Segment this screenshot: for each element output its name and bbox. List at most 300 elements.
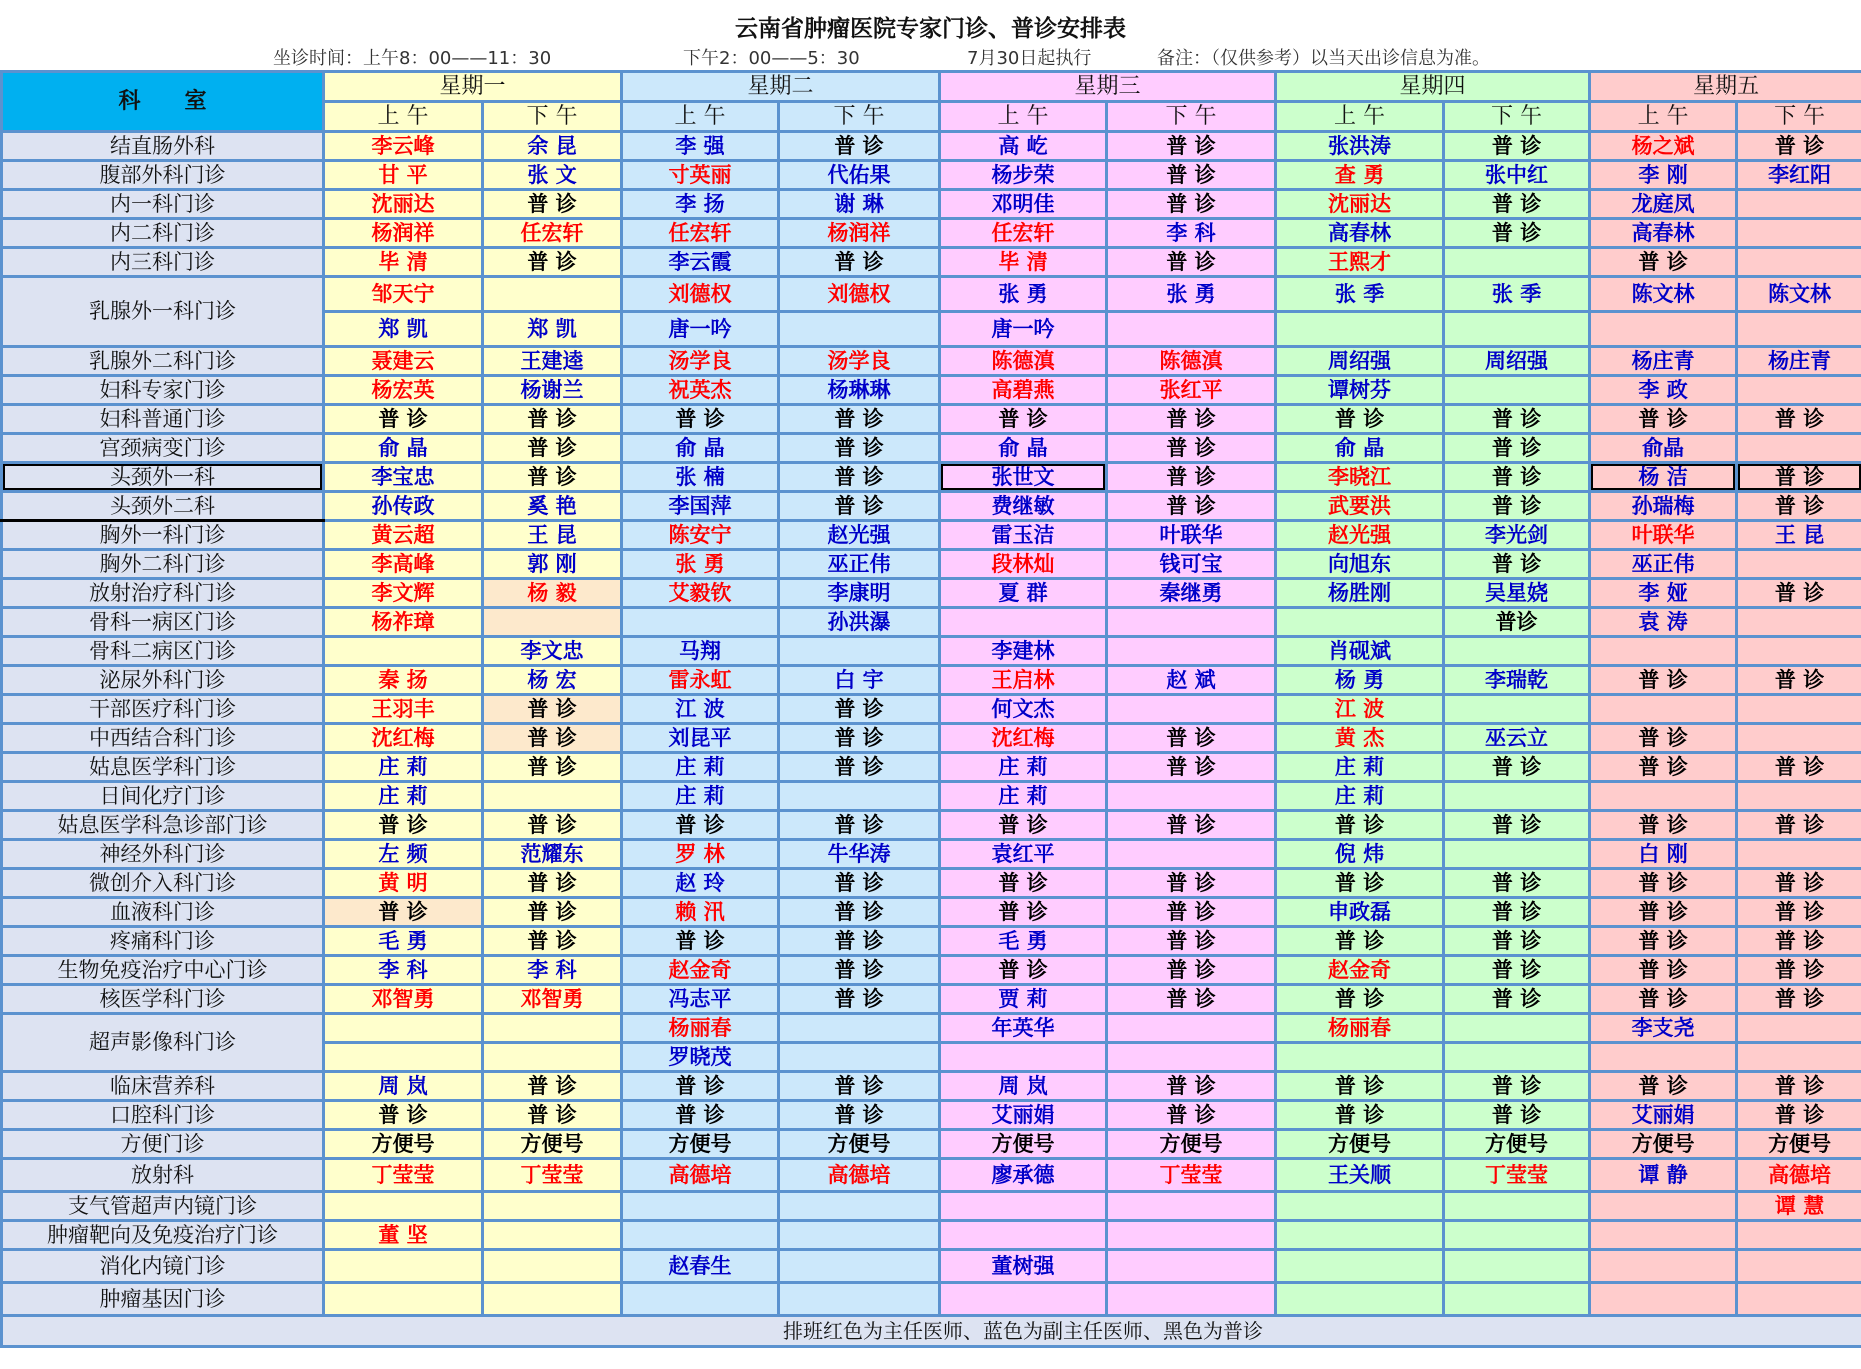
empty-cell	[1737, 550, 1861, 579]
empty-cell	[1107, 312, 1276, 347]
empty-cell	[483, 277, 622, 312]
doctor-cell: 李光剑	[1444, 521, 1590, 550]
table-row	[2, 811, 1861, 840]
doctor-cell: 普 诊	[1444, 956, 1590, 985]
doctor-cell: 方便号	[1737, 1130, 1861, 1159]
doctor-cell: 方便号	[483, 1130, 622, 1159]
doctor-cell: 毛 勇	[324, 927, 483, 956]
doctor-cell: 王建逵	[483, 347, 622, 376]
department-name: 日间化疗门诊	[2, 782, 324, 811]
empty-cell	[622, 1221, 779, 1250]
empty-cell	[1590, 312, 1737, 347]
doctor-cell: 普 诊	[483, 753, 622, 782]
doctor-cell: 邓智勇	[324, 985, 483, 1014]
doctor-cell: 普 诊	[1107, 248, 1276, 277]
doctor-cell: 杨庄青	[1590, 347, 1737, 376]
doctor-cell: 普 诊	[1107, 1072, 1276, 1101]
department-name: 姑息医学科急诊部门诊	[2, 811, 324, 840]
doctor-cell: 普 诊	[1590, 869, 1737, 898]
doctor-cell: 赵春生	[622, 1250, 779, 1283]
doctor-cell: 叶联华	[1107, 521, 1276, 550]
empty-cell	[1590, 637, 1737, 666]
empty-cell	[1276, 1221, 1444, 1250]
doctor-cell: 李 扬	[622, 190, 779, 219]
doctor-cell: 代佑果	[779, 161, 940, 190]
doctor-cell: 普 诊	[1737, 463, 1861, 492]
doctor-cell: 普 诊	[324, 898, 483, 927]
department-name: 内三科门诊	[2, 248, 324, 277]
doctor-cell: 普 诊	[1107, 927, 1276, 956]
doctor-cell: 张红平	[1107, 376, 1276, 405]
doctor-cell: 普 诊	[779, 463, 940, 492]
doctor-cell: 普 诊	[1737, 811, 1861, 840]
doctor-cell: 杨步荣	[940, 161, 1107, 190]
doctor-cell: 普 诊	[779, 1101, 940, 1130]
doctor-cell: 普 诊	[779, 434, 940, 463]
empty-cell	[324, 1192, 483, 1221]
doctor-cell: 普 诊	[940, 956, 1107, 985]
doctor-cell: 高德培	[1737, 1159, 1861, 1192]
doctor-cell: 庄 莉	[940, 753, 1107, 782]
doctor-cell: 白 宇	[779, 666, 940, 695]
doctor-cell: 寸英丽	[622, 161, 779, 190]
empty-cell	[324, 1014, 483, 1043]
doctor-cell: 秦 扬	[324, 666, 483, 695]
doctor-cell: 普 诊	[1444, 492, 1590, 521]
doctor-cell: 普 诊	[1444, 463, 1590, 492]
doctor-cell: 巫云立	[1444, 724, 1590, 753]
pm-header: 下 午	[1444, 102, 1590, 132]
doctor-cell: 沈丽达	[324, 190, 483, 219]
doctor-cell: 周绍强	[1276, 347, 1444, 376]
doctor-cell: 普 诊	[1276, 985, 1444, 1014]
table-row	[2, 637, 1861, 666]
doctor-cell: 俞 晶	[324, 434, 483, 463]
doctor-cell: 张 楠	[622, 463, 779, 492]
empty-cell	[940, 1283, 1107, 1316]
doctor-cell: 李云霞	[622, 248, 779, 277]
doctor-cell: 普 诊	[1276, 811, 1444, 840]
empty-cell	[1737, 1043, 1861, 1072]
doctor-cell: 普 诊	[1737, 898, 1861, 927]
doctor-cell: 李建林	[940, 637, 1107, 666]
doctor-cell: 肖砚斌	[1276, 637, 1444, 666]
doctor-cell: 王启林	[940, 666, 1107, 695]
empty-cell	[1444, 782, 1590, 811]
department-name: 妇科普通门诊	[2, 405, 324, 434]
department-name: 骨科一病区门诊	[2, 608, 324, 637]
doctor-cell: 李宝忠	[324, 463, 483, 492]
doctor-cell: 周 岚	[940, 1072, 1107, 1101]
doctor-cell: 郭 刚	[483, 550, 622, 579]
table-row	[2, 869, 1861, 898]
department-name: 中西结合科门诊	[2, 724, 324, 753]
effective-date: 7月30日起执行	[967, 48, 1092, 69]
department-name: 宫颈病变门诊	[2, 434, 324, 463]
doctor-cell: 高德培	[622, 1159, 779, 1192]
doctor-cell: 普 诊	[483, 927, 622, 956]
doctor-cell: 普 诊	[1590, 956, 1737, 985]
pm-header: 下 午	[1737, 102, 1861, 132]
pm-header: 下 午	[1107, 102, 1276, 132]
empty-cell	[1590, 1043, 1737, 1072]
department-name: 干部医疗科门诊	[2, 695, 324, 724]
day-header: 星期三	[940, 72, 1276, 102]
table-row	[2, 1221, 1861, 1250]
empty-cell	[779, 782, 940, 811]
doctor-cell: 俞 晶	[940, 434, 1107, 463]
table-row	[2, 840, 1861, 869]
doctor-cell: 谭 静	[1590, 1159, 1737, 1192]
doctor-cell: 孙传政	[324, 492, 483, 521]
doctor-cell: 艾丽娟	[940, 1101, 1107, 1130]
department-name: 消化内镜门诊	[2, 1250, 324, 1283]
empty-cell	[483, 1192, 622, 1221]
doctor-cell: 叶联华	[1590, 521, 1737, 550]
doctor-cell: 刘德权	[622, 277, 779, 312]
doctor-cell: 庄 莉	[324, 782, 483, 811]
doctor-cell: 费继敏	[940, 492, 1107, 521]
doctor-cell: 杨胜刚	[1276, 579, 1444, 608]
doctor-cell: 夏 群	[940, 579, 1107, 608]
empty-cell	[1107, 608, 1276, 637]
doctor-cell: 王 昆	[1737, 521, 1861, 550]
color-legend: 排班红色为主任医师、蓝色为副主任医师、黑色为普诊	[2, 1316, 1861, 1347]
department-name: 疼痛科门诊	[2, 927, 324, 956]
legend-row	[2, 1316, 1861, 1347]
doctor-cell: 高碧燕	[940, 376, 1107, 405]
doctor-cell: 雷永虹	[622, 666, 779, 695]
doctor-cell: 普 诊	[1444, 985, 1590, 1014]
doctor-cell: 普 诊	[1107, 753, 1276, 782]
department-name: 乳腺外一科门诊	[2, 277, 324, 347]
empty-cell	[1590, 1283, 1737, 1316]
doctor-cell: 张 文	[483, 161, 622, 190]
doctor-cell: 普 诊	[1737, 956, 1861, 985]
afternoon-hours: 下午2：00——5：30	[683, 48, 860, 69]
empty-cell	[324, 1043, 483, 1072]
doctor-cell: 普 诊	[1107, 492, 1276, 521]
doctor-cell: 普 诊	[1107, 190, 1276, 219]
doctor-cell: 周 岚	[324, 1072, 483, 1101]
doctor-cell: 沈红梅	[324, 724, 483, 753]
doctor-cell: 申政磊	[1276, 898, 1444, 927]
doctor-cell: 普 诊	[1276, 869, 1444, 898]
doctor-cell: 白 刚	[1590, 840, 1737, 869]
department-name: 放射科	[2, 1159, 324, 1192]
doctor-cell: 李 科	[483, 956, 622, 985]
doctor-cell: 唐一吟	[940, 312, 1107, 347]
department-name: 腹部外科门诊	[2, 161, 324, 190]
doctor-cell: 高 屹	[940, 132, 1107, 161]
doctor-cell: 杨润祥	[324, 219, 483, 248]
schedule-table	[0, 70, 1861, 1348]
empty-cell	[1737, 1221, 1861, 1250]
doctor-cell: 普 诊	[1737, 869, 1861, 898]
doctor-cell: 丁莹莹	[483, 1159, 622, 1192]
doctor-cell: 普 诊	[1444, 550, 1590, 579]
empty-cell	[483, 782, 622, 811]
doctor-cell: 普 诊	[1276, 1101, 1444, 1130]
doctor-cell: 赵 斌	[1107, 666, 1276, 695]
doctor-cell: 向旭东	[1276, 550, 1444, 579]
department-name: 胸外一科门诊	[2, 521, 324, 550]
doctor-cell: 陈德滇	[1107, 347, 1276, 376]
doctor-cell: 方便号	[622, 1130, 779, 1159]
empty-cell	[1737, 1250, 1861, 1283]
doctor-cell: 李 科	[1107, 219, 1276, 248]
doctor-cell: 普 诊	[1737, 985, 1861, 1014]
doctor-cell: 唐一吟	[622, 312, 779, 347]
doctor-cell: 普 诊	[1590, 753, 1737, 782]
doctor-cell: 张 勇	[940, 277, 1107, 312]
day-header: 星期一	[324, 72, 622, 102]
doctor-cell: 普 诊	[1590, 811, 1737, 840]
doctor-cell: 谢 琳	[779, 190, 940, 219]
table-row	[2, 782, 1861, 811]
department-name: 口腔科门诊	[2, 1101, 324, 1130]
doctor-cell: 李支尧	[1590, 1014, 1737, 1043]
doctor-cell: 普 诊	[1444, 869, 1590, 898]
table-row	[2, 463, 1861, 492]
doctor-cell: 任宏轩	[622, 219, 779, 248]
empty-cell	[1444, 1250, 1590, 1283]
doctor-cell: 普 诊	[1107, 434, 1276, 463]
doctor-cell: 张中红	[1444, 161, 1590, 190]
department-name: 胸外二科门诊	[2, 550, 324, 579]
doctor-cell: 普 诊	[1444, 1072, 1590, 1101]
doctor-cell: 普 诊	[483, 405, 622, 434]
doctor-cell: 巫正伟	[1590, 550, 1737, 579]
table-row	[2, 248, 1861, 277]
empty-cell	[1737, 248, 1861, 277]
department-name: 支气管超声内镜门诊	[2, 1192, 324, 1221]
am-header: 上 午	[324, 102, 483, 132]
doctor-cell: 方便号	[324, 1130, 483, 1159]
department-name: 内一科门诊	[2, 190, 324, 219]
empty-cell	[1444, 312, 1590, 347]
doctor-cell: 李红阳	[1737, 161, 1861, 190]
doctor-cell: 普 诊	[1107, 811, 1276, 840]
doctor-cell: 杨丽春	[1276, 1014, 1444, 1043]
doctor-cell: 普 诊	[1737, 579, 1861, 608]
doctor-cell: 普 诊	[622, 1072, 779, 1101]
doctor-cell: 普 诊	[779, 927, 940, 956]
doctor-cell: 袁红平	[940, 840, 1107, 869]
doctor-cell: 孙洪瀑	[779, 608, 940, 637]
doctor-cell: 赵光强	[1276, 521, 1444, 550]
doctor-cell: 李文辉	[324, 579, 483, 608]
empty-cell	[1590, 782, 1737, 811]
doctor-cell: 艾丽娟	[1590, 1101, 1737, 1130]
doctor-cell: 普 诊	[1737, 492, 1861, 521]
empty-cell	[324, 1250, 483, 1283]
doctor-cell: 黄 杰	[1276, 724, 1444, 753]
doctor-cell: 普 诊	[779, 695, 940, 724]
department-name: 微创介入科门诊	[2, 869, 324, 898]
empty-cell	[779, 312, 940, 347]
doctor-cell: 普 诊	[324, 1101, 483, 1130]
doctor-cell: 杨丽春	[622, 1014, 779, 1043]
doctor-cell: 普 诊	[940, 869, 1107, 898]
table-row	[2, 492, 1861, 521]
doctor-cell: 杨 毅	[483, 579, 622, 608]
pm-header: 下 午	[779, 102, 940, 132]
doctor-cell: 普 诊	[622, 405, 779, 434]
doctor-cell: 郑 凯	[483, 312, 622, 347]
doctor-cell: 余 昆	[483, 132, 622, 161]
empty-cell	[940, 608, 1107, 637]
doctor-cell: 郑 凯	[324, 312, 483, 347]
doctor-cell: 艾毅钦	[622, 579, 779, 608]
doctor-cell: 李晓江	[1276, 463, 1444, 492]
empty-cell	[1590, 1221, 1737, 1250]
doctor-cell: 江 波	[1276, 695, 1444, 724]
doctor-cell: 罗晓茂	[622, 1043, 779, 1072]
table-row	[2, 753, 1861, 782]
table-row	[2, 1072, 1861, 1101]
table-row	[2, 405, 1861, 434]
empty-cell	[940, 1192, 1107, 1221]
doctor-cell: 赵金奇	[622, 956, 779, 985]
doctor-cell: 丁莹莹	[324, 1159, 483, 1192]
table-row	[2, 550, 1861, 579]
table-row	[2, 956, 1861, 985]
empty-cell	[1737, 1014, 1861, 1043]
doctor-cell: 李文忠	[483, 637, 622, 666]
doctor-cell: 李 刚	[1590, 161, 1737, 190]
doctor-cell: 赵光强	[779, 521, 940, 550]
doctor-cell: 张 勇	[622, 550, 779, 579]
doctor-cell: 年英华	[940, 1014, 1107, 1043]
doctor-cell: 普 诊	[324, 405, 483, 434]
doctor-cell: 庄 莉	[622, 782, 779, 811]
empty-cell	[1444, 248, 1590, 277]
doctor-cell: 王羽丰	[324, 695, 483, 724]
doctor-cell: 邓智勇	[483, 985, 622, 1014]
doctor-cell: 普 诊	[324, 811, 483, 840]
doctor-cell: 普 诊	[1590, 898, 1737, 927]
department-name: 泌尿外科门诊	[2, 666, 324, 695]
doctor-cell: 普 诊	[1107, 985, 1276, 1014]
table-row	[2, 927, 1861, 956]
doctor-cell: 范耀东	[483, 840, 622, 869]
table-row	[2, 1159, 1861, 1192]
doctor-cell: 庄 莉	[1276, 753, 1444, 782]
empty-cell	[1107, 840, 1276, 869]
empty-cell	[622, 608, 779, 637]
empty-cell	[1444, 1192, 1590, 1221]
doctor-cell: 李高峰	[324, 550, 483, 579]
table-row	[2, 724, 1861, 753]
table-row	[2, 1192, 1861, 1221]
doctor-cell: 庄 莉	[940, 782, 1107, 811]
empty-cell	[779, 637, 940, 666]
empty-cell	[1276, 1192, 1444, 1221]
doctor-cell: 普 诊	[1737, 927, 1861, 956]
doctor-cell: 普 诊	[1107, 132, 1276, 161]
doctor-cell: 普 诊	[1737, 1072, 1861, 1101]
empty-cell	[1737, 376, 1861, 405]
doctor-cell: 普 诊	[622, 811, 779, 840]
am-header: 上 午	[1276, 102, 1444, 132]
doctor-cell: 普 诊	[483, 190, 622, 219]
empty-cell	[324, 637, 483, 666]
doctor-cell: 普 诊	[483, 869, 622, 898]
doctor-cell: 普 诊	[483, 724, 622, 753]
department-name: 妇科专家门诊	[2, 376, 324, 405]
doctor-cell: 方便号	[1276, 1130, 1444, 1159]
doctor-cell: 倪 炜	[1276, 840, 1444, 869]
day-header: 星期五	[1590, 72, 1861, 102]
doctor-cell: 普 诊	[1590, 405, 1737, 434]
doctor-cell: 普 诊	[483, 248, 622, 277]
empty-cell	[1737, 190, 1861, 219]
doctor-cell: 普 诊	[1444, 898, 1590, 927]
table-row	[2, 161, 1861, 190]
doctor-cell: 廖承德	[940, 1159, 1107, 1192]
doctor-cell: 普 诊	[779, 956, 940, 985]
doctor-cell: 毕 清	[324, 248, 483, 277]
doctor-cell: 邓明佳	[940, 190, 1107, 219]
doctor-cell: 左 频	[324, 840, 483, 869]
doctor-cell: 普 诊	[1107, 956, 1276, 985]
doctor-cell: 杨庄青	[1737, 347, 1861, 376]
doctor-cell: 罗 林	[622, 840, 779, 869]
doctor-cell: 普 诊	[779, 985, 940, 1014]
empty-cell	[1737, 840, 1861, 869]
doctor-cell: 谭 慧	[1737, 1192, 1861, 1221]
empty-cell	[483, 1250, 622, 1283]
empty-cell	[1276, 1250, 1444, 1283]
empty-cell	[1107, 782, 1276, 811]
doctor-cell: 贾 莉	[940, 985, 1107, 1014]
empty-cell	[1737, 219, 1861, 248]
empty-cell	[1737, 434, 1861, 463]
empty-cell	[1107, 1043, 1276, 1072]
empty-cell	[622, 1283, 779, 1316]
header-row-days	[2, 72, 1861, 102]
table-row	[2, 434, 1861, 463]
morning-hours: 坐诊时间：上午8：00——11：30	[273, 48, 552, 69]
doctor-cell: 普 诊	[779, 405, 940, 434]
doctor-cell: 杨之斌	[1590, 132, 1737, 161]
empty-cell	[1737, 637, 1861, 666]
doctor-cell: 刘昆平	[622, 724, 779, 753]
doctor-cell: 普 诊	[940, 898, 1107, 927]
doctor-cell: 黄 明	[324, 869, 483, 898]
doctor-cell: 江 波	[622, 695, 779, 724]
empty-cell	[1444, 376, 1590, 405]
doctor-cell: 武要洪	[1276, 492, 1444, 521]
doctor-cell: 陈安宁	[622, 521, 779, 550]
doctor-cell: 张 勇	[1107, 277, 1276, 312]
doctor-cell: 普 诊	[940, 405, 1107, 434]
page-title: 云南省肿瘤医院专家门诊、普诊安排表	[735, 16, 1126, 42]
doctor-cell: 普 诊	[779, 811, 940, 840]
doctor-cell: 奚 艳	[483, 492, 622, 521]
doctor-cell: 普 诊	[1444, 811, 1590, 840]
doctor-cell: 汤学良	[622, 347, 779, 376]
table-row	[2, 277, 1861, 312]
department-name: 核医学科门诊	[2, 985, 324, 1014]
am-header: 上 午	[940, 102, 1107, 132]
doctor-cell: 段林灿	[940, 550, 1107, 579]
empty-cell	[483, 1043, 622, 1072]
empty-cell	[324, 1283, 483, 1316]
doctor-cell: 普 诊	[622, 1101, 779, 1130]
empty-cell	[1737, 1283, 1861, 1316]
